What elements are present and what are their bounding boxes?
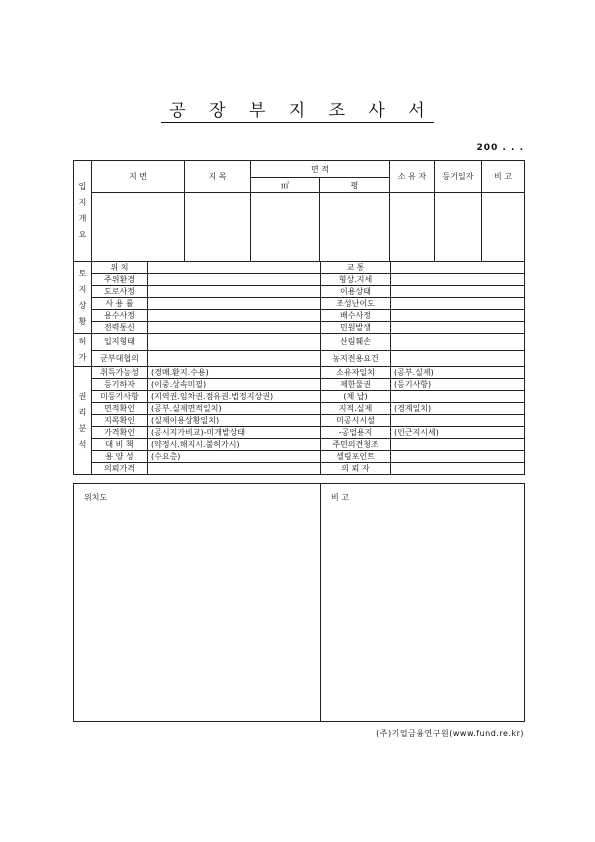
row-value-right — [391, 286, 525, 298]
row-value — [148, 322, 321, 334]
row-value-right — [391, 274, 525, 286]
section-label-overview: 입 지 개 요 — [74, 161, 92, 262]
row-label: 전력통신 — [92, 322, 148, 334]
row-label: 의뢰가격 — [92, 463, 148, 475]
row-value-right — [391, 334, 525, 351]
cell-note — [482, 193, 525, 262]
table-row — [74, 427, 525, 439]
section-label-permit: 허 가 — [74, 334, 92, 367]
row-label-right: 주민의견청조 — [321, 439, 391, 451]
header-area-pyeong: 평 — [320, 178, 390, 193]
row-label: 취득가능성 — [92, 367, 148, 379]
row-value — [148, 298, 321, 310]
row-label-right: 제한물권 — [321, 379, 391, 391]
section-label-land: 토 지 상 황 — [74, 262, 92, 334]
row-label-right: 소유자일치 — [321, 367, 391, 379]
row-label-right: 조성난이도 — [321, 298, 391, 310]
row-label-right: 농지전용요건 — [321, 350, 391, 367]
row-label-right: 이용상태 — [321, 286, 391, 298]
row-value — [148, 274, 321, 286]
row-value — [148, 310, 321, 322]
row-value: (경매.환지.수용) — [148, 367, 321, 379]
row-label-right: 셀링포인트 — [321, 451, 391, 463]
row-value-right — [391, 391, 525, 403]
row-value-right: (인근지시세) — [391, 427, 525, 439]
header-area: 면 적 — [251, 161, 390, 178]
row-label: 입지형태 — [92, 334, 148, 351]
table-row — [74, 391, 525, 403]
table-row — [74, 463, 525, 475]
row-value-right — [391, 350, 525, 367]
cell-reg-date — [435, 193, 482, 262]
row-value — [148, 350, 321, 367]
cell-area-pyeong — [320, 193, 390, 262]
location-map-box — [74, 484, 321, 722]
row-label: 주위환경 — [92, 274, 148, 286]
table-row — [74, 274, 525, 286]
row-value-right — [391, 463, 525, 475]
table-row — [74, 262, 525, 274]
table-row — [74, 415, 525, 427]
row-label: 용수사정 — [92, 310, 148, 322]
row-label: 가격확인 — [92, 427, 148, 439]
table-row — [74, 439, 525, 451]
row-label: 등기하자 — [92, 379, 148, 391]
notes-label: 비 고 — [331, 493, 349, 502]
row-label-right: 미공시시설 — [321, 415, 391, 427]
row-value-right — [391, 298, 525, 310]
table-row — [74, 451, 525, 463]
row-label: 미등기사항 — [92, 391, 148, 403]
cell-jibun — [92, 193, 185, 262]
row-label-right: 지적.실제 — [321, 403, 391, 415]
row-value-right — [391, 451, 525, 463]
date-line: 200 . . . — [476, 143, 524, 153]
row-value: (지역권.임차권.점유권.법정지상권) — [148, 391, 321, 403]
row-value: (수요층) — [148, 451, 321, 463]
row-value: (공부.실제면적일치) — [148, 403, 321, 415]
site-overview-table — [73, 160, 525, 262]
row-label-right: 산림훼손 — [321, 334, 391, 351]
row-label-right: 의 뢰 자 — [321, 463, 391, 475]
row-label: 위 치 — [92, 262, 148, 274]
row-label: 군부대협의 — [92, 350, 148, 367]
row-value-right — [391, 439, 525, 451]
row-value: (공시지가비교)-미개발상태 — [148, 427, 321, 439]
row-label: 대 비 책 — [92, 439, 148, 451]
cell-jimok — [185, 193, 251, 262]
row-value-right: (경계일치) — [391, 403, 525, 415]
table-row — [74, 367, 525, 379]
row-label: 지목확인 — [92, 415, 148, 427]
cell-owner — [390, 193, 435, 262]
row-label-right: 형상.지세 — [321, 274, 391, 286]
row-value-right — [391, 322, 525, 334]
row-value-right: (공부.실제) — [391, 367, 525, 379]
row-label: 사 용 률 — [92, 298, 148, 310]
row-label-right: 민원발생 — [321, 322, 391, 334]
table-row — [74, 379, 525, 391]
row-label-right: 교 통 — [321, 262, 391, 274]
row-label-right: 배수사정 — [321, 310, 391, 322]
header-reg-date: 등기일자 — [435, 161, 482, 193]
header-area-m2: ㎡ — [251, 178, 320, 193]
header-note: 비 고 — [482, 161, 525, 193]
section-label-rights: 권 리 분 석 — [74, 367, 92, 475]
survey-details-table — [73, 261, 525, 475]
footer-credit: (주)기업금융연구원(www.fund.re.kr) — [376, 729, 524, 738]
table-row — [74, 350, 525, 367]
row-value — [148, 463, 321, 475]
row-value-right — [391, 415, 525, 427]
row-value — [148, 262, 321, 274]
row-value: (실제이용상황일치) — [148, 415, 321, 427]
notes-box — [321, 484, 525, 722]
location-map-label: 위치도 — [84, 493, 108, 502]
table-row — [74, 310, 525, 322]
page-title: 공 장 부 지 조 사 서 — [0, 96, 595, 121]
cell-area-m2 — [251, 193, 320, 262]
row-label: 도로사정 — [92, 286, 148, 298]
header-jimok: 지 목 — [185, 161, 251, 193]
table-row — [74, 322, 525, 334]
table-row — [74, 298, 525, 310]
row-value — [148, 286, 321, 298]
row-label-right: (체 납) — [321, 391, 391, 403]
row-label: 면적확인 — [92, 403, 148, 415]
row-value: (이중.상속미필) — [148, 379, 321, 391]
table-row — [74, 334, 525, 351]
table-row — [74, 286, 525, 298]
row-value — [148, 334, 321, 351]
row-label: 용 양 성 — [92, 451, 148, 463]
row-value-right — [391, 262, 525, 274]
row-value: (약정시.해지시.불허가시) — [148, 439, 321, 451]
table-row — [74, 403, 525, 415]
row-value-right — [391, 310, 525, 322]
row-value-right: (등기사항) — [391, 379, 525, 391]
row-label-right: -공업용지 — [321, 427, 391, 439]
header-jibun: 지 번 — [92, 161, 185, 193]
map-and-notes-table — [73, 483, 525, 722]
header-owner: 소 유 자 — [390, 161, 435, 193]
